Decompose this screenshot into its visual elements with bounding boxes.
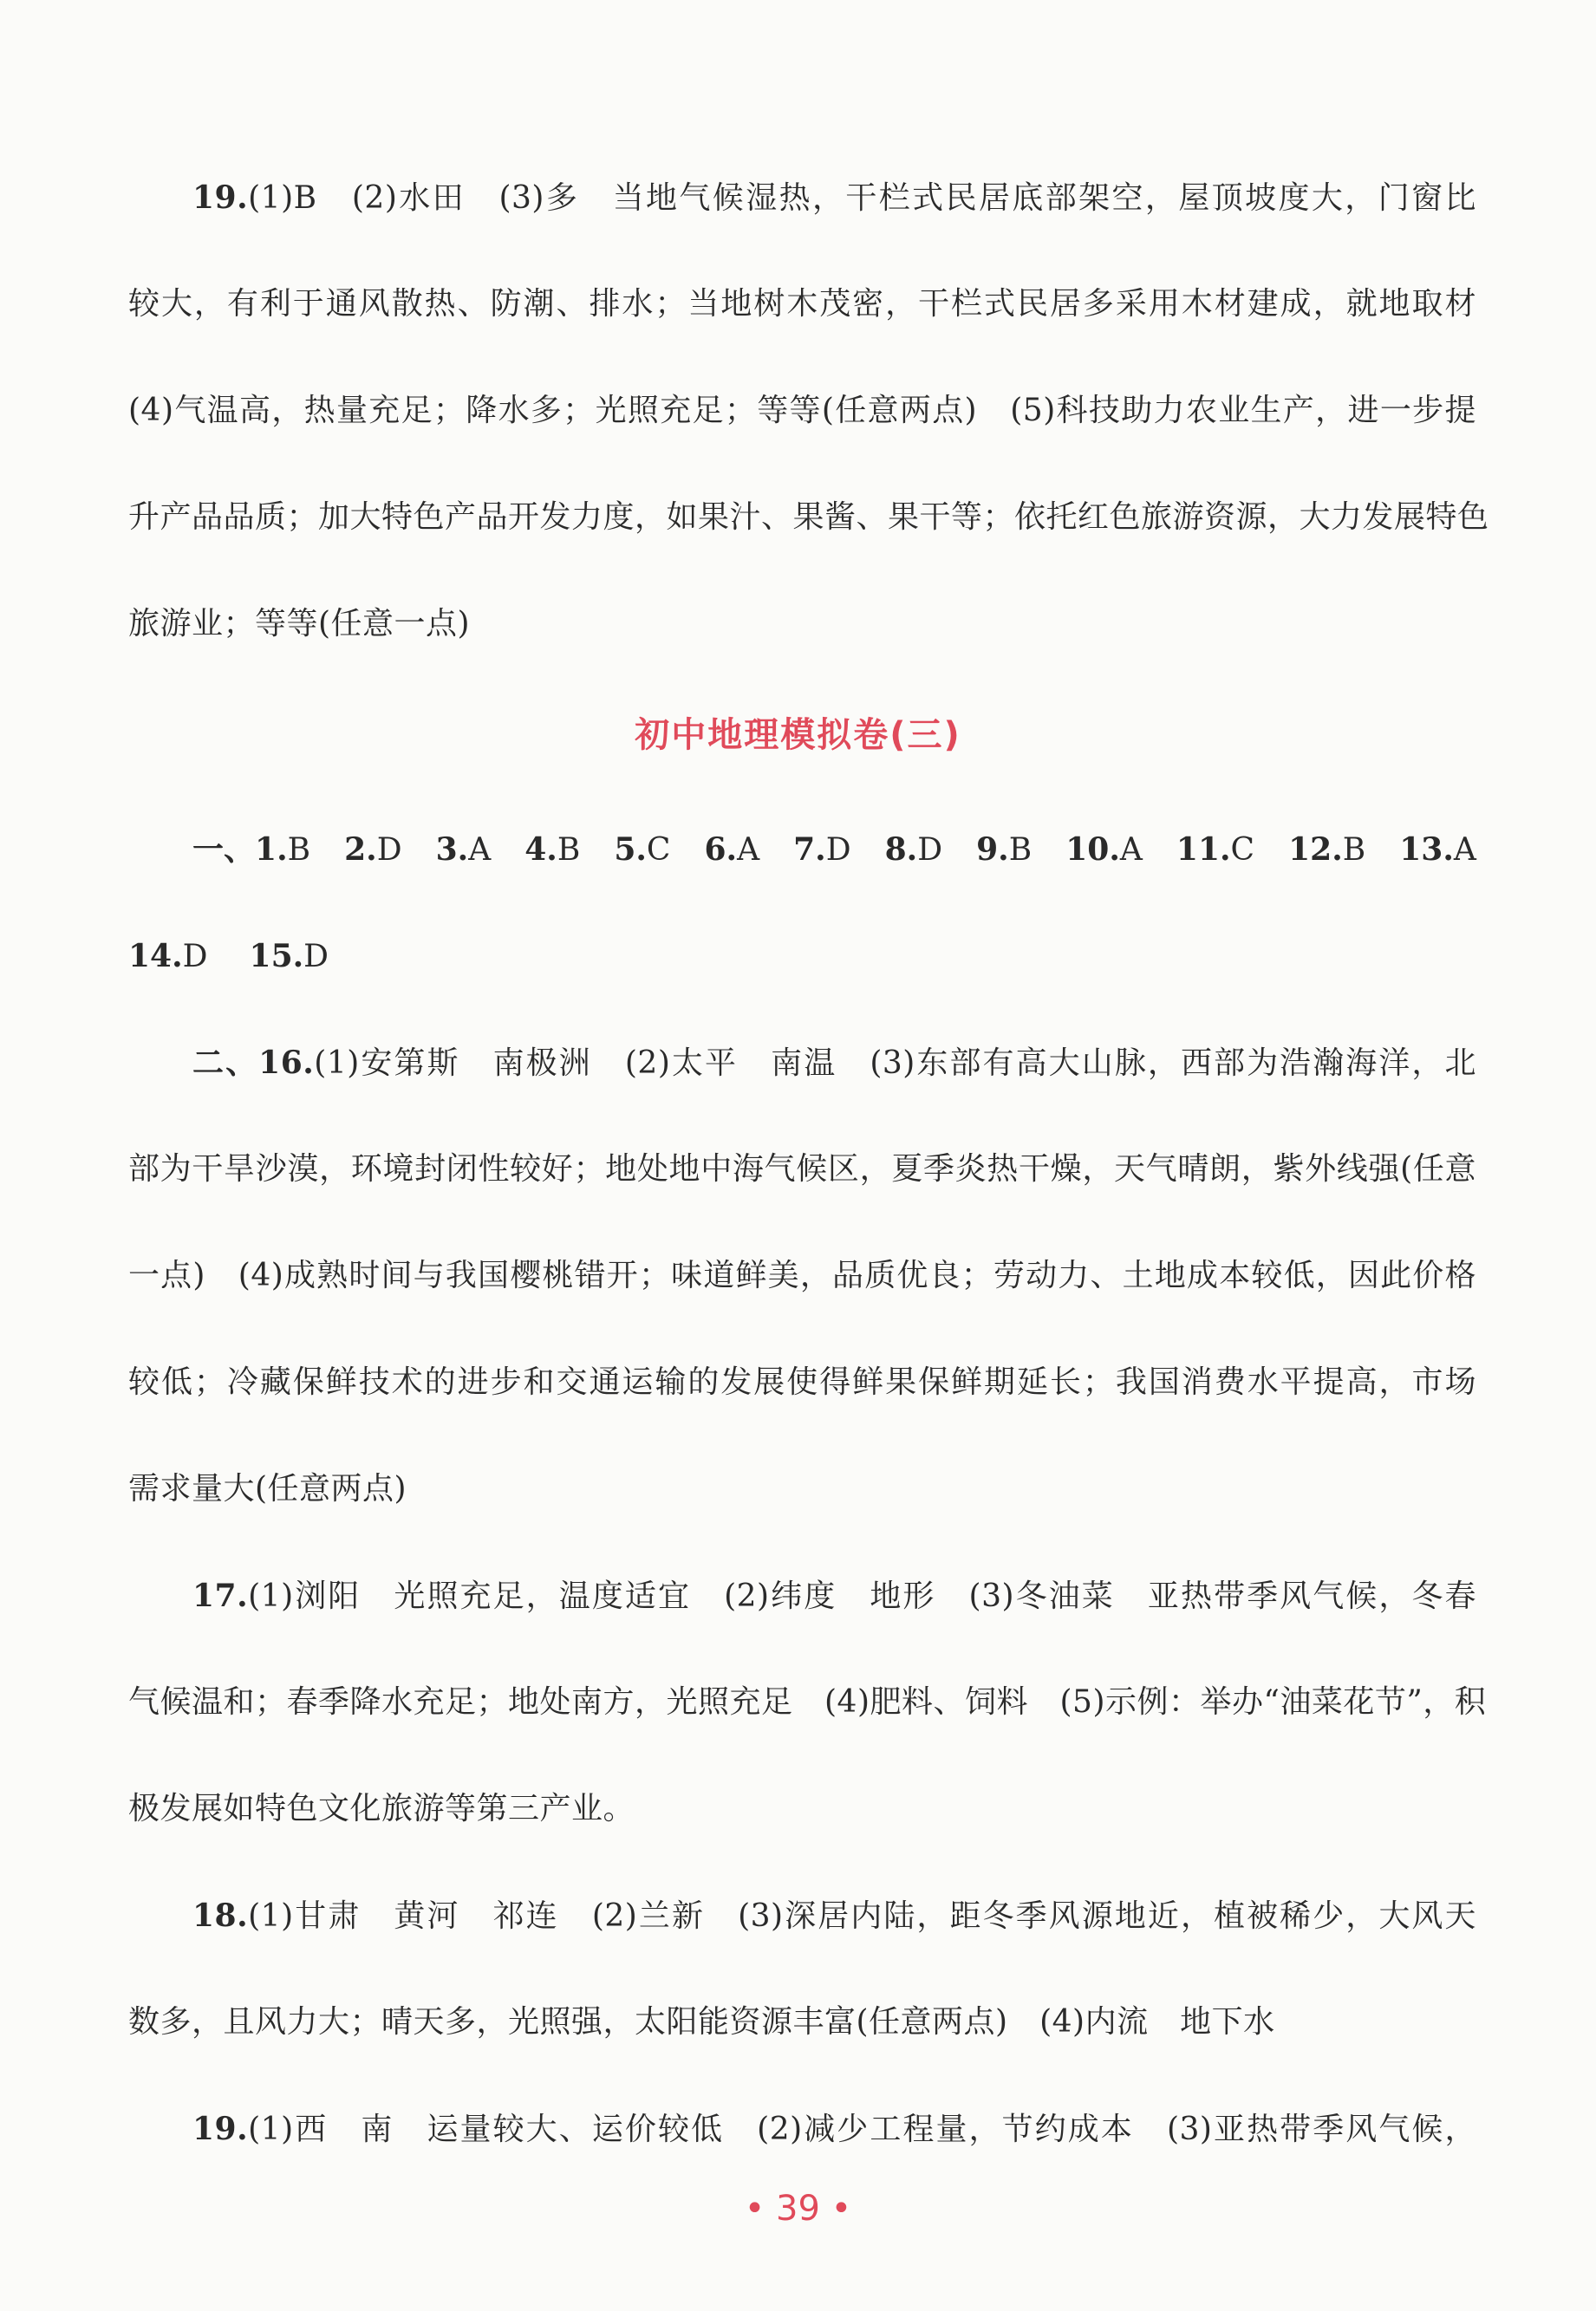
mc-item: 10.A <box>1065 831 1143 868</box>
q19-prev-line-3: (4)气温高，热量充足；降水多；光照充足；等等(任意两点) (5)科技助力农业生产，进一步提 <box>128 393 1476 428</box>
mc-item: 5.C <box>614 831 671 868</box>
q16-line-4: 较低；冷藏保鲜技术的进步和交通运输的发展使得鲜果保鲜期延长；我国消费水平提高，市场 <box>128 1364 1476 1400</box>
mc-item: 4.B <box>524 831 581 868</box>
q17-line-1: 17.(1)浏阳 光照充足，温度适宜 (2)纬度 地形 (3)冬油菜 亚热带季风气候，冬春 <box>192 1578 1476 1614</box>
q19-line-1: 19.(1)西 南 运量较大、运价较低 (2)减少工程量，节约成本 (3)亚热带季风气候， <box>192 2111 1476 2147</box>
mc-item: 3.A <box>435 831 492 868</box>
q16-line-2: 部为干旱沙漠，环境封闭性较好；地处地中海气候区，夏季炎热干燥，天气晴朗，紫外线强(任意 <box>128 1151 1476 1187</box>
mc-item: 12.B <box>1288 831 1366 868</box>
q17-line-2: 气候温和；春季降水充足；地处南方，光照充足 (4)肥料、饲料 (5)示例：举办“油菜花节”，积 <box>128 1684 1487 1720</box>
mc-item: 11.C <box>1176 831 1255 868</box>
q16-line-5: 需求量大(任意两点) <box>128 1471 407 1507</box>
mc-answers-row-2 <box>128 934 329 978</box>
mc-item: 7.D <box>793 831 851 868</box>
q18-line-2: 数多，且风力大；晴天多，光照强，太阳能资源丰富(任意两点) (4)内流 地下水 <box>128 2004 1275 2040</box>
mc-item: 14.D <box>128 938 208 974</box>
q19-prev-line-2: 较大，有利于通风散热、防潮、排水；当地树木茂密，干栏式民居多采用木材建成，就地取材 <box>128 286 1476 322</box>
q16-line-1: 二、16.(1)安第斯 南极洲 (2)太平 南温 (3)东部有高大山脉，西部为浩瀚海洋，北 <box>192 1045 1476 1081</box>
mc-item: 9.B <box>976 831 1033 868</box>
page-number: • 39 • <box>744 2189 852 2229</box>
q18-line-1: 18.(1)甘肃 黄河 祁连 (2)兰新 (3)深居内陆，距冬季风源地近，植被稀少，大风天 <box>192 1898 1476 1934</box>
q17-line-3: 极发展如特色文化旅游等第三产业。 <box>128 1791 635 1826</box>
q19-prev-line-1: 19.(1)B (2)水田 (3)多 当地气候湿热，干栏式民居底部架空，屋顶坡度大，门窗比 <box>192 179 1476 216</box>
q19-number: 19. <box>192 2111 249 2147</box>
q16-number: 16. <box>258 1045 315 1081</box>
q19-prev-line-5: 旅游业；等等(任意一点) <box>128 606 471 641</box>
q19-prev-line-4: 升产品品质；加大特色产品开发力度，如果汁、果酱、果干等；依托红色旅游资源，大力发展特色 <box>128 499 1489 535</box>
mc-item: 8.D <box>884 831 943 868</box>
mc-item: 2.D <box>344 831 402 868</box>
q18-number: 18. <box>192 1898 249 1934</box>
mc-item: 6.A <box>704 831 760 868</box>
mc-item: 13.A <box>1399 831 1476 868</box>
mc-item: 一、1.B <box>192 831 311 868</box>
section-title: 初中地理模拟卷(三) <box>635 715 961 755</box>
q16-line-3: 一点) (4)成熟时间与我国樱桃错开；味道鲜美，品质优良；劳动力、土地成本较低，因此价格 <box>128 1258 1476 1293</box>
mc-answers-row-1 <box>192 828 1476 871</box>
q17-number: 17. <box>192 1578 249 1614</box>
mc-item: 15.D <box>249 938 329 974</box>
q19-prev-number: 19. <box>192 179 249 216</box>
